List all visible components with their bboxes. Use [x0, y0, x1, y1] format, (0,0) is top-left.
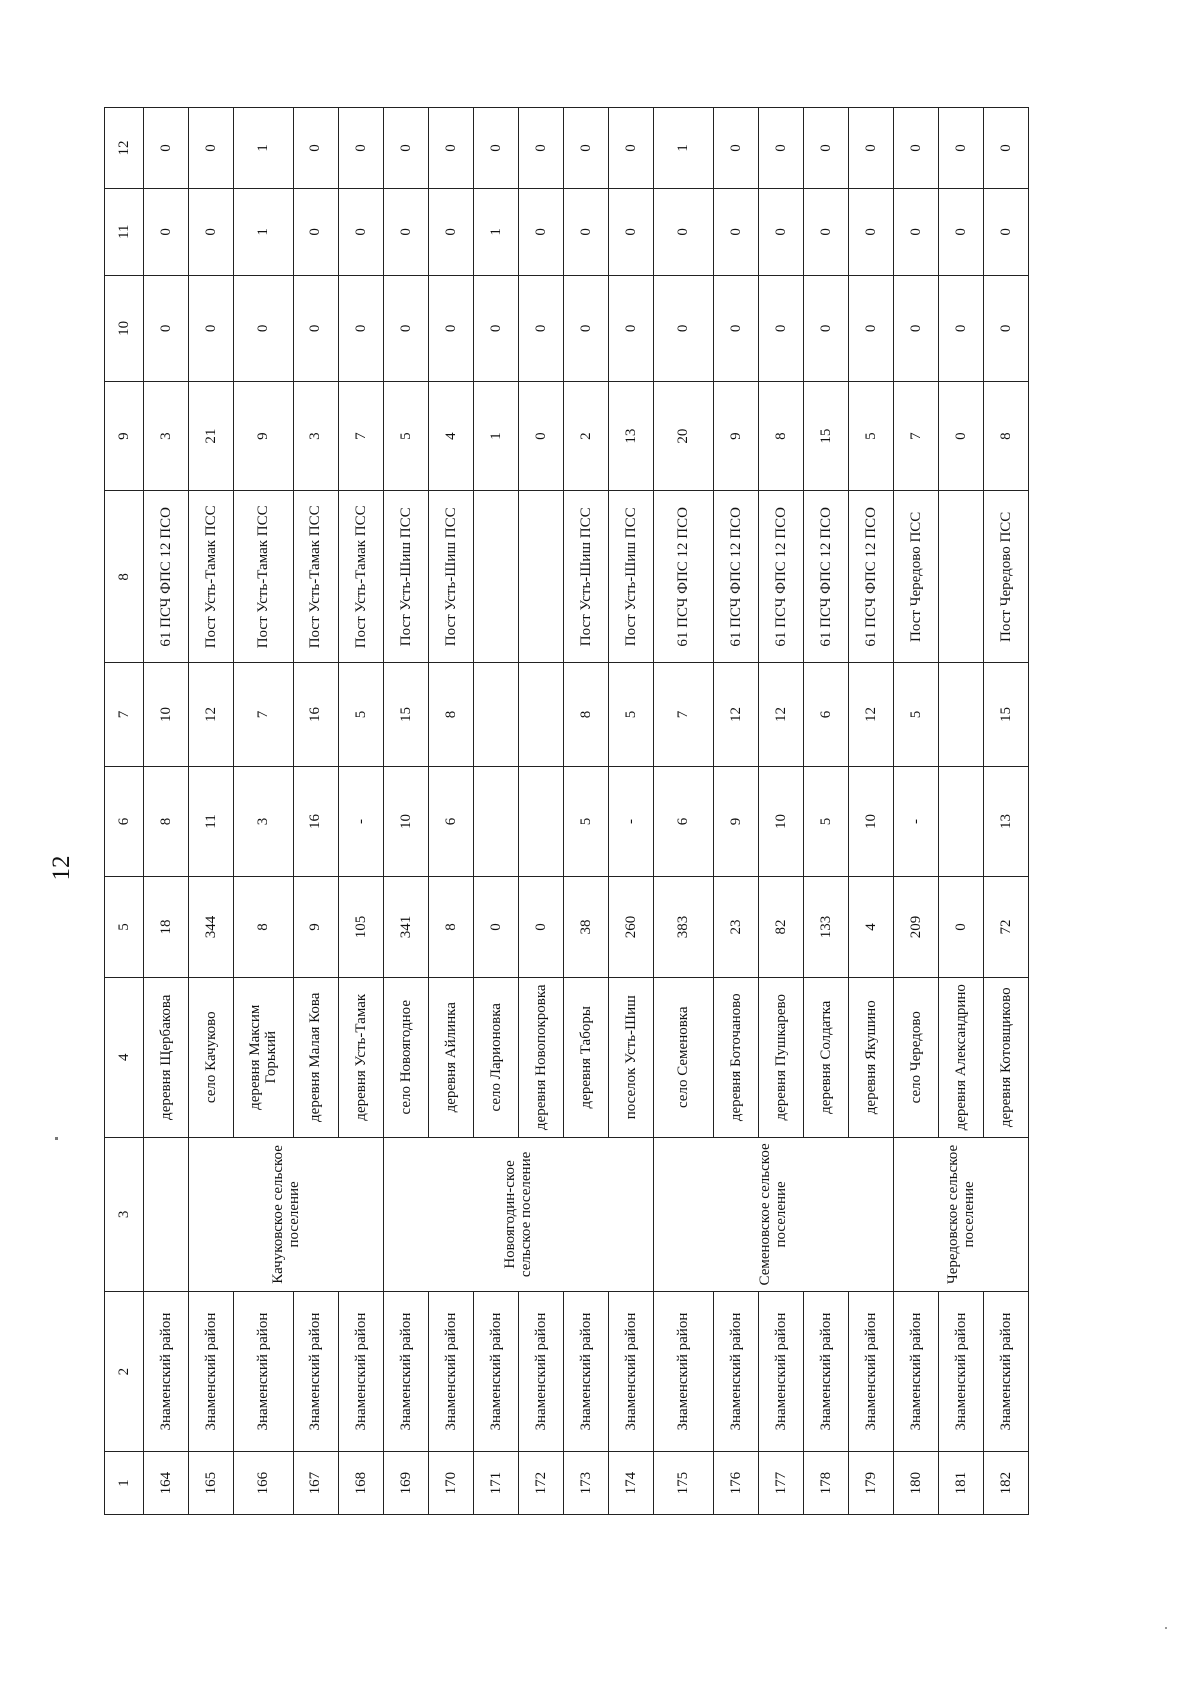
table-row: [188, 108, 233, 1515]
settlement-cell: деревня Боточаново: [713, 977, 758, 1137]
table-row: [713, 108, 758, 1515]
fire-unit-cell: 61 ПСЧ ФПС 12 ПСО: [848, 491, 893, 663]
col11-cell: 0: [338, 188, 383, 275]
col7-cell: 12: [758, 663, 803, 766]
col9-cell: 0: [938, 381, 983, 490]
settlement-cell: деревня Таборы: [563, 977, 608, 1137]
population-cell: 8: [428, 877, 473, 977]
district-cell: Знаменский район: [188, 1291, 233, 1451]
col12-cell: 0: [383, 108, 428, 189]
table-row: [143, 108, 188, 1515]
col7-cell: 8: [563, 663, 608, 766]
col6-cell: 5: [563, 766, 608, 877]
table-row: [338, 108, 383, 1515]
col12-cell: 0: [518, 108, 563, 189]
district-cell: Знаменский район: [803, 1291, 848, 1451]
col12-cell: 0: [473, 108, 518, 189]
col7-cell: 5: [893, 663, 938, 766]
col10-cell: 0: [713, 275, 758, 381]
col12-cell: 0: [338, 108, 383, 189]
district-cell: Знаменский район: [608, 1291, 653, 1451]
district-cell: Знаменский район: [938, 1291, 983, 1451]
row-number-cell: 177: [758, 1452, 803, 1515]
col11-cell: 0: [758, 188, 803, 275]
fire-unit-cell: [938, 491, 983, 663]
row-number-cell: 171: [473, 1452, 518, 1515]
col10-cell: 0: [563, 275, 608, 381]
table-row: [383, 108, 428, 1515]
col11-cell: 1: [473, 188, 518, 275]
header-row: [105, 108, 144, 1515]
table-row: [473, 108, 518, 1515]
col9-cell: 3: [143, 381, 188, 490]
col12-cell: 0: [893, 108, 938, 189]
header-cell: 7: [105, 663, 144, 766]
col7-cell: 15: [983, 663, 1028, 766]
col10-cell: 0: [893, 275, 938, 381]
district-cell: Знаменский район: [713, 1291, 758, 1451]
settlement-cell: село Чередово: [893, 977, 938, 1137]
col9-cell: 0: [518, 381, 563, 490]
col7-cell: 5: [338, 663, 383, 766]
table-row: [653, 108, 713, 1515]
col12-cell: 0: [608, 108, 653, 189]
table-row: [233, 108, 293, 1515]
col11-cell: 0: [428, 188, 473, 275]
col10-cell: 0: [938, 275, 983, 381]
col7-cell: 10: [143, 663, 188, 766]
fire-unit-cell: Пост Усть-Тамак ПСС: [293, 491, 338, 663]
fire-unit-cell: Пост Усть-Тамак ПСС: [233, 491, 293, 663]
population-cell: 38: [563, 877, 608, 977]
col6-cell: 3: [233, 766, 293, 877]
col11-cell: 0: [653, 188, 713, 275]
fire-unit-cell: Пост Чередово ПСС: [893, 491, 938, 663]
population-cell: 0: [938, 877, 983, 977]
district-cell: Знаменский район: [563, 1291, 608, 1451]
settlement-cell: деревня Усть-Тамак: [338, 977, 383, 1137]
col10-cell: 0: [848, 275, 893, 381]
row-number-cell: 172: [518, 1452, 563, 1515]
col7-cell: 15: [383, 663, 428, 766]
col9-cell: 15: [803, 381, 848, 490]
table-row: [563, 108, 608, 1515]
row-number-cell: 182: [983, 1452, 1028, 1515]
col7-cell: 16: [293, 663, 338, 766]
col10-cell: 0: [608, 275, 653, 381]
header-cell: 10: [105, 275, 144, 381]
header-cell: 5: [105, 877, 144, 977]
col9-cell: 5: [848, 381, 893, 490]
col6-cell: 16: [293, 766, 338, 877]
district-cell: Знаменский район: [428, 1291, 473, 1451]
col11-cell: 0: [188, 188, 233, 275]
population-cell: 209: [893, 877, 938, 977]
district-cell: Знаменский район: [653, 1291, 713, 1451]
col6-cell: 8: [143, 766, 188, 877]
fire-unit-cell: Пост Усть-Шиш ПСС: [608, 491, 653, 663]
settlement-cell: деревня Айлинка: [428, 977, 473, 1137]
col9-cell: 4: [428, 381, 473, 490]
col9-cell: 21: [188, 381, 233, 490]
col10-cell: 0: [143, 275, 188, 381]
col6-cell: -: [893, 766, 938, 877]
col12-cell: 0: [713, 108, 758, 189]
population-cell: 260: [608, 877, 653, 977]
col6-cell: 10: [848, 766, 893, 877]
col11-cell: 0: [713, 188, 758, 275]
district-cell: Знаменский район: [848, 1291, 893, 1451]
settlement-cell: деревня Якушино: [848, 977, 893, 1137]
col6-cell: 6: [428, 766, 473, 877]
population-cell: 8: [233, 877, 293, 977]
fire-unit-cell: 61 ПСЧ ФПС 12 ПСО: [143, 491, 188, 663]
fire-unit-cell: 61 ПСЧ ФПС 12 ПСО: [758, 491, 803, 663]
col12-cell: 0: [758, 108, 803, 189]
col6-cell: 9: [713, 766, 758, 877]
col11-cell: 0: [803, 188, 848, 275]
col12-cell: 1: [233, 108, 293, 189]
col7-cell: [473, 663, 518, 766]
col10-cell: 0: [428, 275, 473, 381]
table-row: [293, 108, 338, 1515]
col6-cell: -: [608, 766, 653, 877]
col7-cell: [938, 663, 983, 766]
col11-cell: 0: [608, 188, 653, 275]
col10-cell: 0: [293, 275, 338, 381]
row-number-cell: 178: [803, 1452, 848, 1515]
district-cell: Знаменский район: [758, 1291, 803, 1451]
col10-cell: 0: [983, 275, 1028, 381]
row-number-cell: 179: [848, 1452, 893, 1515]
col11-cell: 0: [143, 188, 188, 275]
district-cell: Знаменский район: [293, 1291, 338, 1451]
population-cell: 23: [713, 877, 758, 977]
col7-cell: 7: [653, 663, 713, 766]
col6-cell: 5: [803, 766, 848, 877]
col9-cell: 3: [293, 381, 338, 490]
col6-cell: -: [338, 766, 383, 877]
col10-cell: 0: [758, 275, 803, 381]
col7-cell: 12: [188, 663, 233, 766]
col12-cell: 0: [143, 108, 188, 189]
col9-cell: 5: [383, 381, 428, 490]
row-number-cell: 175: [653, 1452, 713, 1515]
table-row: [938, 108, 983, 1515]
col12-cell: 0: [563, 108, 608, 189]
district-cell: Знаменский район: [143, 1291, 188, 1451]
row-number-cell: 164: [143, 1452, 188, 1515]
col9-cell: 20: [653, 381, 713, 490]
col6-cell: 6: [653, 766, 713, 877]
col10-cell: 0: [518, 275, 563, 381]
col12-cell: 0: [293, 108, 338, 189]
row-number-cell: 176: [713, 1452, 758, 1515]
settlement-cell: деревня Пушкарево: [758, 977, 803, 1137]
population-cell: 18: [143, 877, 188, 977]
col10-cell: 0: [233, 275, 293, 381]
population-cell: 82: [758, 877, 803, 977]
col12-cell: 0: [188, 108, 233, 189]
population-cell: 4: [848, 877, 893, 977]
header-cell: 1: [105, 1452, 144, 1515]
rotated-table-container: [104, 107, 1029, 1515]
col9-cell: 13: [608, 381, 653, 490]
fire-unit-cell: 61 ПСЧ ФПС 12 ПСО: [713, 491, 758, 663]
fire-unit-cell: [473, 491, 518, 663]
col7-cell: 5: [608, 663, 653, 766]
row-number-cell: 168: [338, 1452, 383, 1515]
settlement-cell: деревня Котовщиково: [983, 977, 1028, 1137]
col10-cell: 0: [188, 275, 233, 381]
header-cell: 2: [105, 1291, 144, 1451]
municipality-cell: Новоягодин-ское сельское поселение: [383, 1137, 653, 1291]
header-cell: 6: [105, 766, 144, 877]
population-cell: 344: [188, 877, 233, 977]
col10-cell: 0: [383, 275, 428, 381]
settlement-cell: деревня Солдатка: [803, 977, 848, 1137]
col10-cell: 0: [653, 275, 713, 381]
settlement-cell: деревня Щербакова: [143, 977, 188, 1137]
col9-cell: 2: [563, 381, 608, 490]
table-row: [518, 108, 563, 1515]
col9-cell: 9: [713, 381, 758, 490]
settlement-cell: деревня Малая Кова: [293, 977, 338, 1137]
page-number: 12: [48, 855, 75, 881]
col9-cell: 9: [233, 381, 293, 490]
header-cell: 4: [105, 977, 144, 1137]
population-cell: 341: [383, 877, 428, 977]
row-number-cell: 180: [893, 1452, 938, 1515]
col6-cell: [473, 766, 518, 877]
municipality-cell: Семеновское сельское поселение: [653, 1137, 893, 1291]
fire-unit-cell: 61 ПСЧ ФПС 12 ПСО: [803, 491, 848, 663]
col9-cell: 8: [758, 381, 803, 490]
row-number-cell: 174: [608, 1452, 653, 1515]
municipality-cell: [143, 1137, 188, 1291]
col10-cell: 0: [473, 275, 518, 381]
settlement-cell: деревня Александрино: [938, 977, 983, 1137]
district-cell: Знаменский район: [473, 1291, 518, 1451]
settlement-cell: село Новоягодное: [383, 977, 428, 1137]
fire-unit-cell: Пост Усть-Шиш ПСС: [563, 491, 608, 663]
row-number-cell: 165: [188, 1452, 233, 1515]
municipality-cell: Качуковское сельское поселение: [188, 1137, 383, 1291]
row-number-cell: 169: [383, 1452, 428, 1515]
table-row: [608, 108, 653, 1515]
col9-cell: 1: [473, 381, 518, 490]
fire-unit-cell: Пост Чередово ПСС: [983, 491, 1028, 663]
table-row: [803, 108, 848, 1515]
population-cell: 0: [473, 877, 518, 977]
row-number-cell: 167: [293, 1452, 338, 1515]
table-row: [428, 108, 473, 1515]
col6-cell: 10: [383, 766, 428, 877]
col11-cell: 0: [848, 188, 893, 275]
settlement-cell: поселок Усть-Шиш: [608, 977, 653, 1137]
population-cell: 383: [653, 877, 713, 977]
col9-cell: 7: [338, 381, 383, 490]
settlement-cell: деревня Новопокровка: [518, 977, 563, 1137]
settlement-cell: село Качуково: [188, 977, 233, 1137]
col11-cell: 0: [518, 188, 563, 275]
population-cell: 9: [293, 877, 338, 977]
scan-speck: [55, 1137, 58, 1140]
fire-unit-cell: Пост Усть-Шиш ПСС: [383, 491, 428, 663]
table-row: [848, 108, 893, 1515]
col7-cell: 12: [848, 663, 893, 766]
population-cell: 133: [803, 877, 848, 977]
col9-cell: 8: [983, 381, 1028, 490]
col11-cell: 1: [233, 188, 293, 275]
col12-cell: 0: [848, 108, 893, 189]
col6-cell: 10: [758, 766, 803, 877]
municipality-cell: Чередовское сельское поселение: [893, 1137, 1028, 1291]
col11-cell: 0: [383, 188, 428, 275]
fire-unit-cell: 61 ПСЧ ФПС 12 ПСО: [653, 491, 713, 663]
district-cell: Знаменский район: [518, 1291, 563, 1451]
settlement-cell: деревня Максим Горький: [233, 977, 293, 1137]
col11-cell: 0: [293, 188, 338, 275]
col10-cell: 0: [338, 275, 383, 381]
row-number-cell: 166: [233, 1452, 293, 1515]
row-number-cell: 170: [428, 1452, 473, 1515]
district-cell: Знаменский район: [893, 1291, 938, 1451]
col11-cell: 0: [563, 188, 608, 275]
header-cell: 3: [105, 1137, 144, 1291]
col11-cell: 0: [893, 188, 938, 275]
fire-unit-cell: Пост Усть-Тамак ПСС: [338, 491, 383, 663]
col12-cell: 0: [938, 108, 983, 189]
district-cell: Знаменский район: [338, 1291, 383, 1451]
col6-cell: 13: [983, 766, 1028, 877]
col12-cell: 0: [983, 108, 1028, 189]
col10-cell: 0: [803, 275, 848, 381]
header-cell: 9: [105, 381, 144, 490]
col7-cell: 6: [803, 663, 848, 766]
settlements-fire-coverage-table: [104, 107, 1029, 1515]
row-number-cell: 173: [563, 1452, 608, 1515]
table-body: [105, 108, 1029, 1515]
col7-cell: 8: [428, 663, 473, 766]
col12-cell: 0: [803, 108, 848, 189]
table-row: [758, 108, 803, 1515]
header-cell: 12: [105, 108, 144, 189]
table-row: [983, 108, 1028, 1515]
population-cell: 72: [983, 877, 1028, 977]
col6-cell: 11: [188, 766, 233, 877]
fire-unit-cell: [518, 491, 563, 663]
fire-unit-cell: Пост Усть-Шиш ПСС: [428, 491, 473, 663]
col7-cell: 7: [233, 663, 293, 766]
col6-cell: [938, 766, 983, 877]
scan-speck: [1165, 1627, 1167, 1629]
row-number-cell: 181: [938, 1452, 983, 1515]
col7-cell: 12: [713, 663, 758, 766]
district-cell: Знаменский район: [983, 1291, 1028, 1451]
col6-cell: [518, 766, 563, 877]
settlement-cell: село Ларионовка: [473, 977, 518, 1137]
header-cell: 11: [105, 188, 144, 275]
col12-cell: 0: [428, 108, 473, 189]
header-cell: 8: [105, 491, 144, 663]
col9-cell: 7: [893, 381, 938, 490]
district-cell: Знаменский район: [383, 1291, 428, 1451]
col7-cell: [518, 663, 563, 766]
fire-unit-cell: Пост Усть-Тамак ПСС: [188, 491, 233, 663]
population-cell: 0: [518, 877, 563, 977]
table-row: [893, 108, 938, 1515]
district-cell: Знаменский район: [233, 1291, 293, 1451]
col12-cell: 1: [653, 108, 713, 189]
settlement-cell: село Семеновка: [653, 977, 713, 1137]
population-cell: 105: [338, 877, 383, 977]
col11-cell: 0: [938, 188, 983, 275]
col11-cell: 0: [983, 188, 1028, 275]
